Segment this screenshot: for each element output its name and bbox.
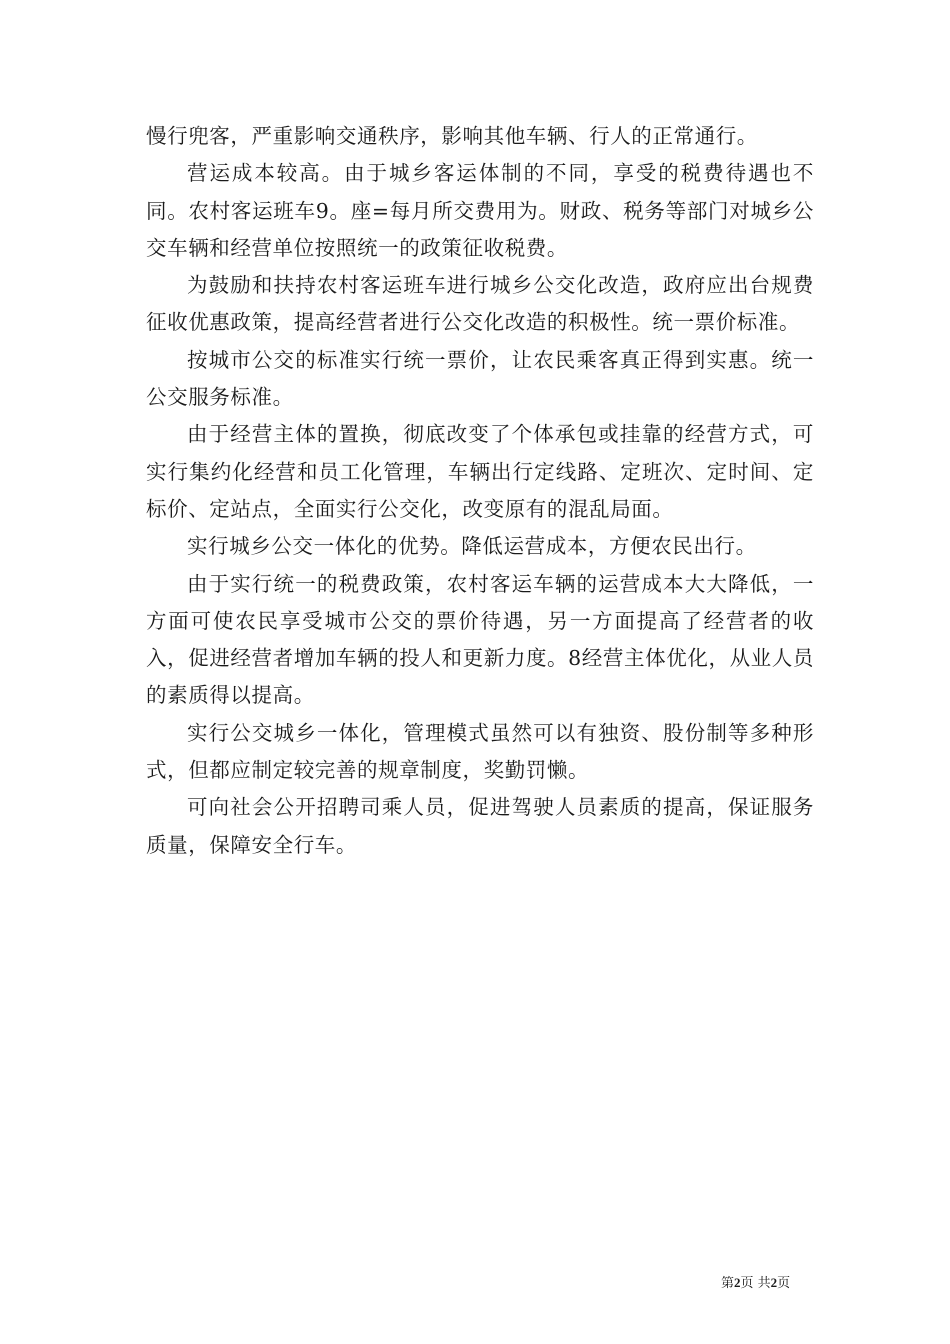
document-body <box>146 118 814 864</box>
footer-current-page: 2 <box>734 1275 741 1290</box>
paragraph-9: 可向社会公开招聘司乘人员，促进驾驶人员素质的提高，保证服务质量，保障安全行车。 <box>146 795 814 857</box>
paragraph-5: 由于经营主体的置换，彻底改变了个体承包或挂靠的经营方式，可实行集约化经营和员工化管理，车辆出行定线路、定班次、定时间、定标价、定站点，全面实行公交化，改变原有的混乱局面。 <box>146 422 814 521</box>
footer-suffix: 页 <box>777 1276 791 1291</box>
page-footer <box>721 1275 790 1292</box>
paragraph-2: 营运成本较高。由于城乡客运体制的不同，享受的税费待遇也不同。农村客运班车9。座=每月所交费用为。财政、税务等部门对城乡公交车辆和经营单位按照统一的政策征收税费。 <box>146 161 814 260</box>
paragraph-3: 为鼓励和扶持农村客运班车进行城乡公交化改造，政府应出台规费征收优惠政策，提高经营者进行公交化改造的积极性。统一票价标准。 <box>146 273 814 335</box>
paragraph-6: 实行城乡公交一体化的优势。降低运营成本，方便农民出行。 <box>187 534 757 559</box>
paragraph-4: 按城市公交的标准实行统一票价，让农民乘客真正得到实惠。统一公交服务标准。 <box>146 347 814 410</box>
footer-total-pages: 2 <box>770 1275 778 1290</box>
footer-prefix: 第 <box>721 1276 735 1291</box>
paragraph-8: 实行公交城乡一体化，管理模式虽然可以有独资、股份制等多种形式，但都应制定较完善的规章制度，奖勤罚懒。 <box>146 720 814 783</box>
footer-middle: 页 共 <box>740 1276 771 1291</box>
paragraph-7: 由于实行统一的税费政策，农村客运车辆的运营成本大大降低，一方面可使农民享受城市公交的票价待遇，另一方面提高了经营者的收入，促进经营者增加车辆的投人和更新力度。8经营主体优化，从业人员的素质得以提高。 <box>146 571 814 708</box>
paragraph-1: 慢行兜客，严重影响交通秩序，影响其他车辆、行人的正常通行。 <box>146 124 758 148</box>
